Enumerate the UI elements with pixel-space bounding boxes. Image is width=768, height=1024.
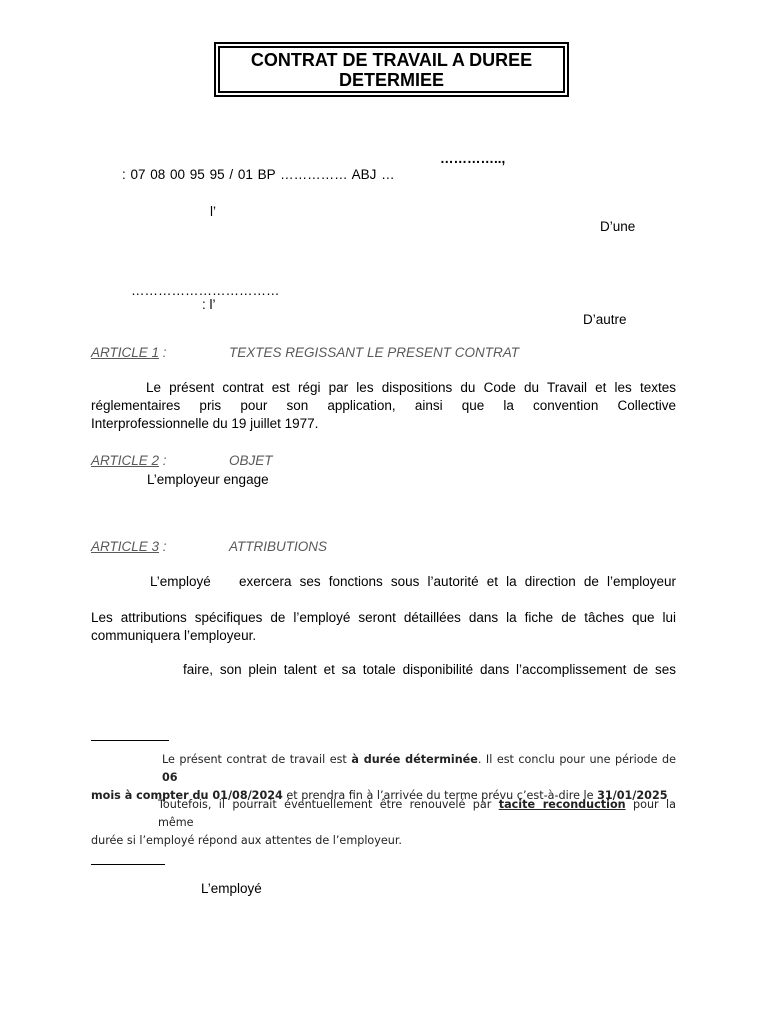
title-box [214,42,569,97]
renewal-text-1: Toutefois, il pourrait éventuellement être renouvelé par [158,798,499,811]
separator-rule-1 [91,740,169,741]
article-2-body: L’employeur engage [147,472,269,487]
article-1-title: TEXTES REGISSANT LE PRESENT CONTRAT [229,345,520,360]
article-2-label: ARTICLE 2 [91,453,160,468]
duration-start: mois à compter du 01/08/2024 [91,789,283,802]
duration-text-1: Le présent contrat de travail est [162,753,352,766]
contact-line: : 07 08 00 95 95 / 01 BP …………… ABJ … [122,167,395,182]
renewal-line-2: durée si l’employé répond aux attentes de l’employeur. [91,834,402,847]
document-title-line-2: DETERMIEE [338,69,444,90]
article-1-heading [91,345,167,360]
duration-type: à durée déterminée [351,753,478,766]
date-placeholder-dots: ………….., [440,151,506,166]
employer-apostrophe: l’ [210,204,216,219]
article-3-para-3: faire, son plein talent et sa totale disponibilité dans l’accomplissement de ses [183,662,676,677]
article-1-line-1: Le présent contrat est régi par les dispositions du Code du Travail et les textes [146,380,676,395]
party-two-label: D’autre [583,312,627,327]
article-2-colon: : [159,453,167,468]
article-3-line-1-end: exercera ses fonctions sous l’autorité et la direction de l’employeur [239,574,676,589]
duration-text-3: et prendra fin à l’arrivée du terme prévu c’est-à-dire le [282,789,598,802]
article-3-para-2-line-2: communiquera l’employeur. [91,628,257,643]
employee-name-dots: …………………………… [131,283,280,298]
article-3-colon: : [159,539,167,554]
article-3-heading [91,539,167,554]
duration-text-2: . Il est conclu pour une période de [477,753,676,766]
employee-signature-label: L’employé [201,881,262,896]
employee-apostrophe: : l’ [202,297,216,312]
duration-end-date: 31/01/2025 [597,789,668,802]
article-1-line-2: réglementaires pris pour son application, ainsi que la convention Collective [91,398,676,413]
article-3-line-1-start: L’employé [150,574,211,589]
document-title-line-1: CONTRAT DE TRAVAIL A DUREE [250,49,533,70]
article-3-para-2 [91,609,676,645]
title-inner-frame [218,46,565,93]
article-3-title: ATTRIBUTIONS [229,539,328,554]
renewal-tacit: tacite reconduction [498,798,626,811]
article-3-para-2-line-1: Les attributions spécifiques de l’employé seront détaillées dans la fiche de tâches que lui [91,610,676,625]
article-1-line-3: Interprofessionnelle du 19 juillet 1977. [91,416,319,431]
duration-months: 06 [162,771,178,784]
renewal-paragraph [91,796,676,850]
duration-line-1 [91,751,676,787]
article-3-label: ARTICLE 3 [91,539,160,554]
article-2-heading [91,453,167,468]
party-one-label: D’une [600,219,636,234]
article-1-body [91,379,676,433]
renewal-line-1 [91,796,676,832]
article-1-colon: : [159,345,167,360]
article-2-title: OBJET [229,453,273,468]
article-1-label: ARTICLE 1 [91,345,160,360]
separator-rule-2 [91,864,165,865]
renewal-text-2: pour la même [158,798,676,829]
